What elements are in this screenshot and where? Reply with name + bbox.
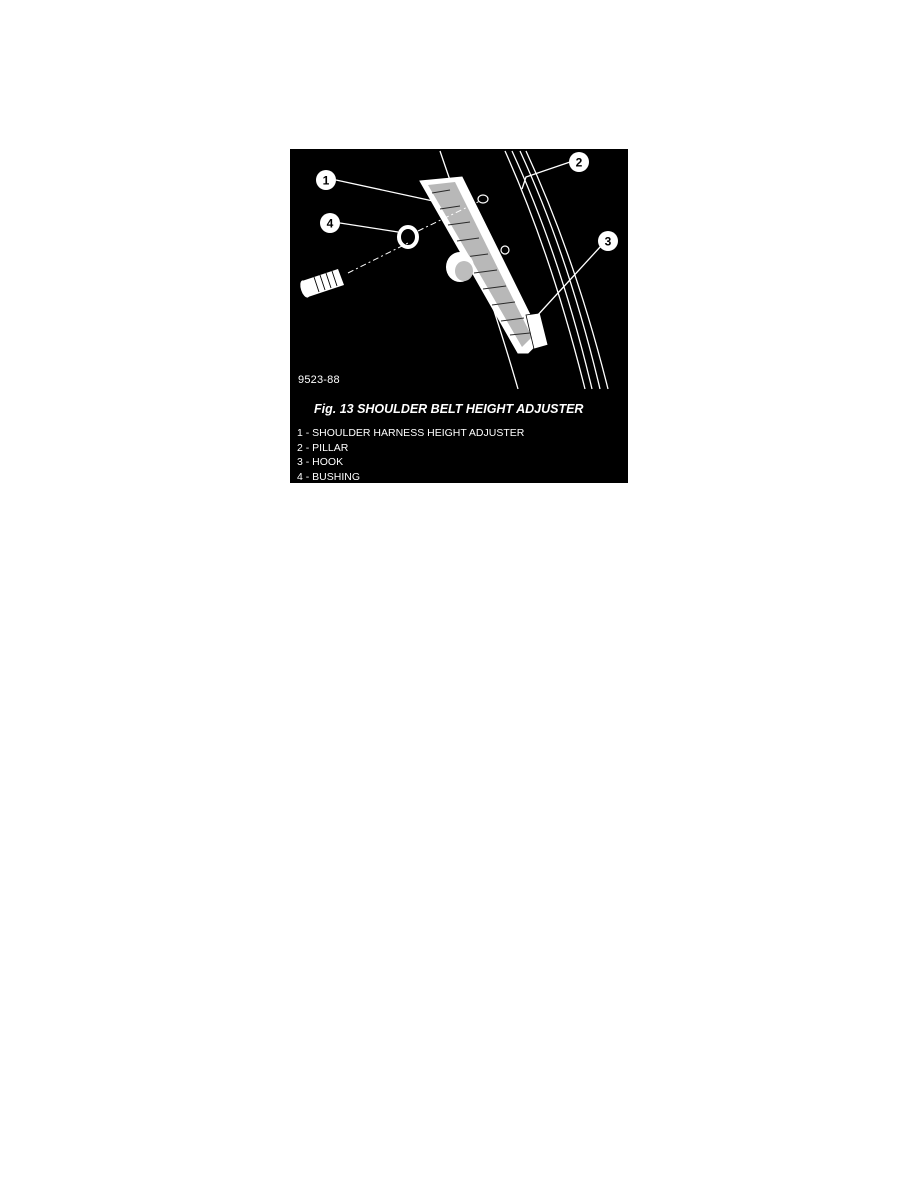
bushing <box>399 227 417 247</box>
callout-1-label: 1 <box>322 173 330 188</box>
bolt <box>298 269 344 299</box>
figure-panel <box>290 149 628 483</box>
callout-3-label: 3 <box>604 234 612 249</box>
legend-item: 3 - HOOK <box>297 456 344 468</box>
callout-4 <box>320 213 340 233</box>
knob <box>446 252 474 282</box>
legend-item: 1 - SHOULDER HARNESS HEIGHT ADJUSTER <box>297 427 525 439</box>
figure-legend <box>297 426 524 483</box>
figure-id: 9523-88 <box>298 374 340 386</box>
callout-2-label: 2 <box>575 155 583 170</box>
callout-1 <box>316 170 336 190</box>
legend-item: 4 - BUSHING <box>297 470 361 483</box>
callout-2 <box>569 152 589 172</box>
shoulder-belt-adjuster-illustration <box>290 149 628 399</box>
callout-4-label: 4 <box>326 216 334 231</box>
legend-item: 2 - PILLAR <box>297 441 349 454</box>
callout-3 <box>598 231 618 251</box>
figure-caption: Fig. 13 SHOULDER BELT HEIGHT ADJUSTER <box>314 402 584 416</box>
